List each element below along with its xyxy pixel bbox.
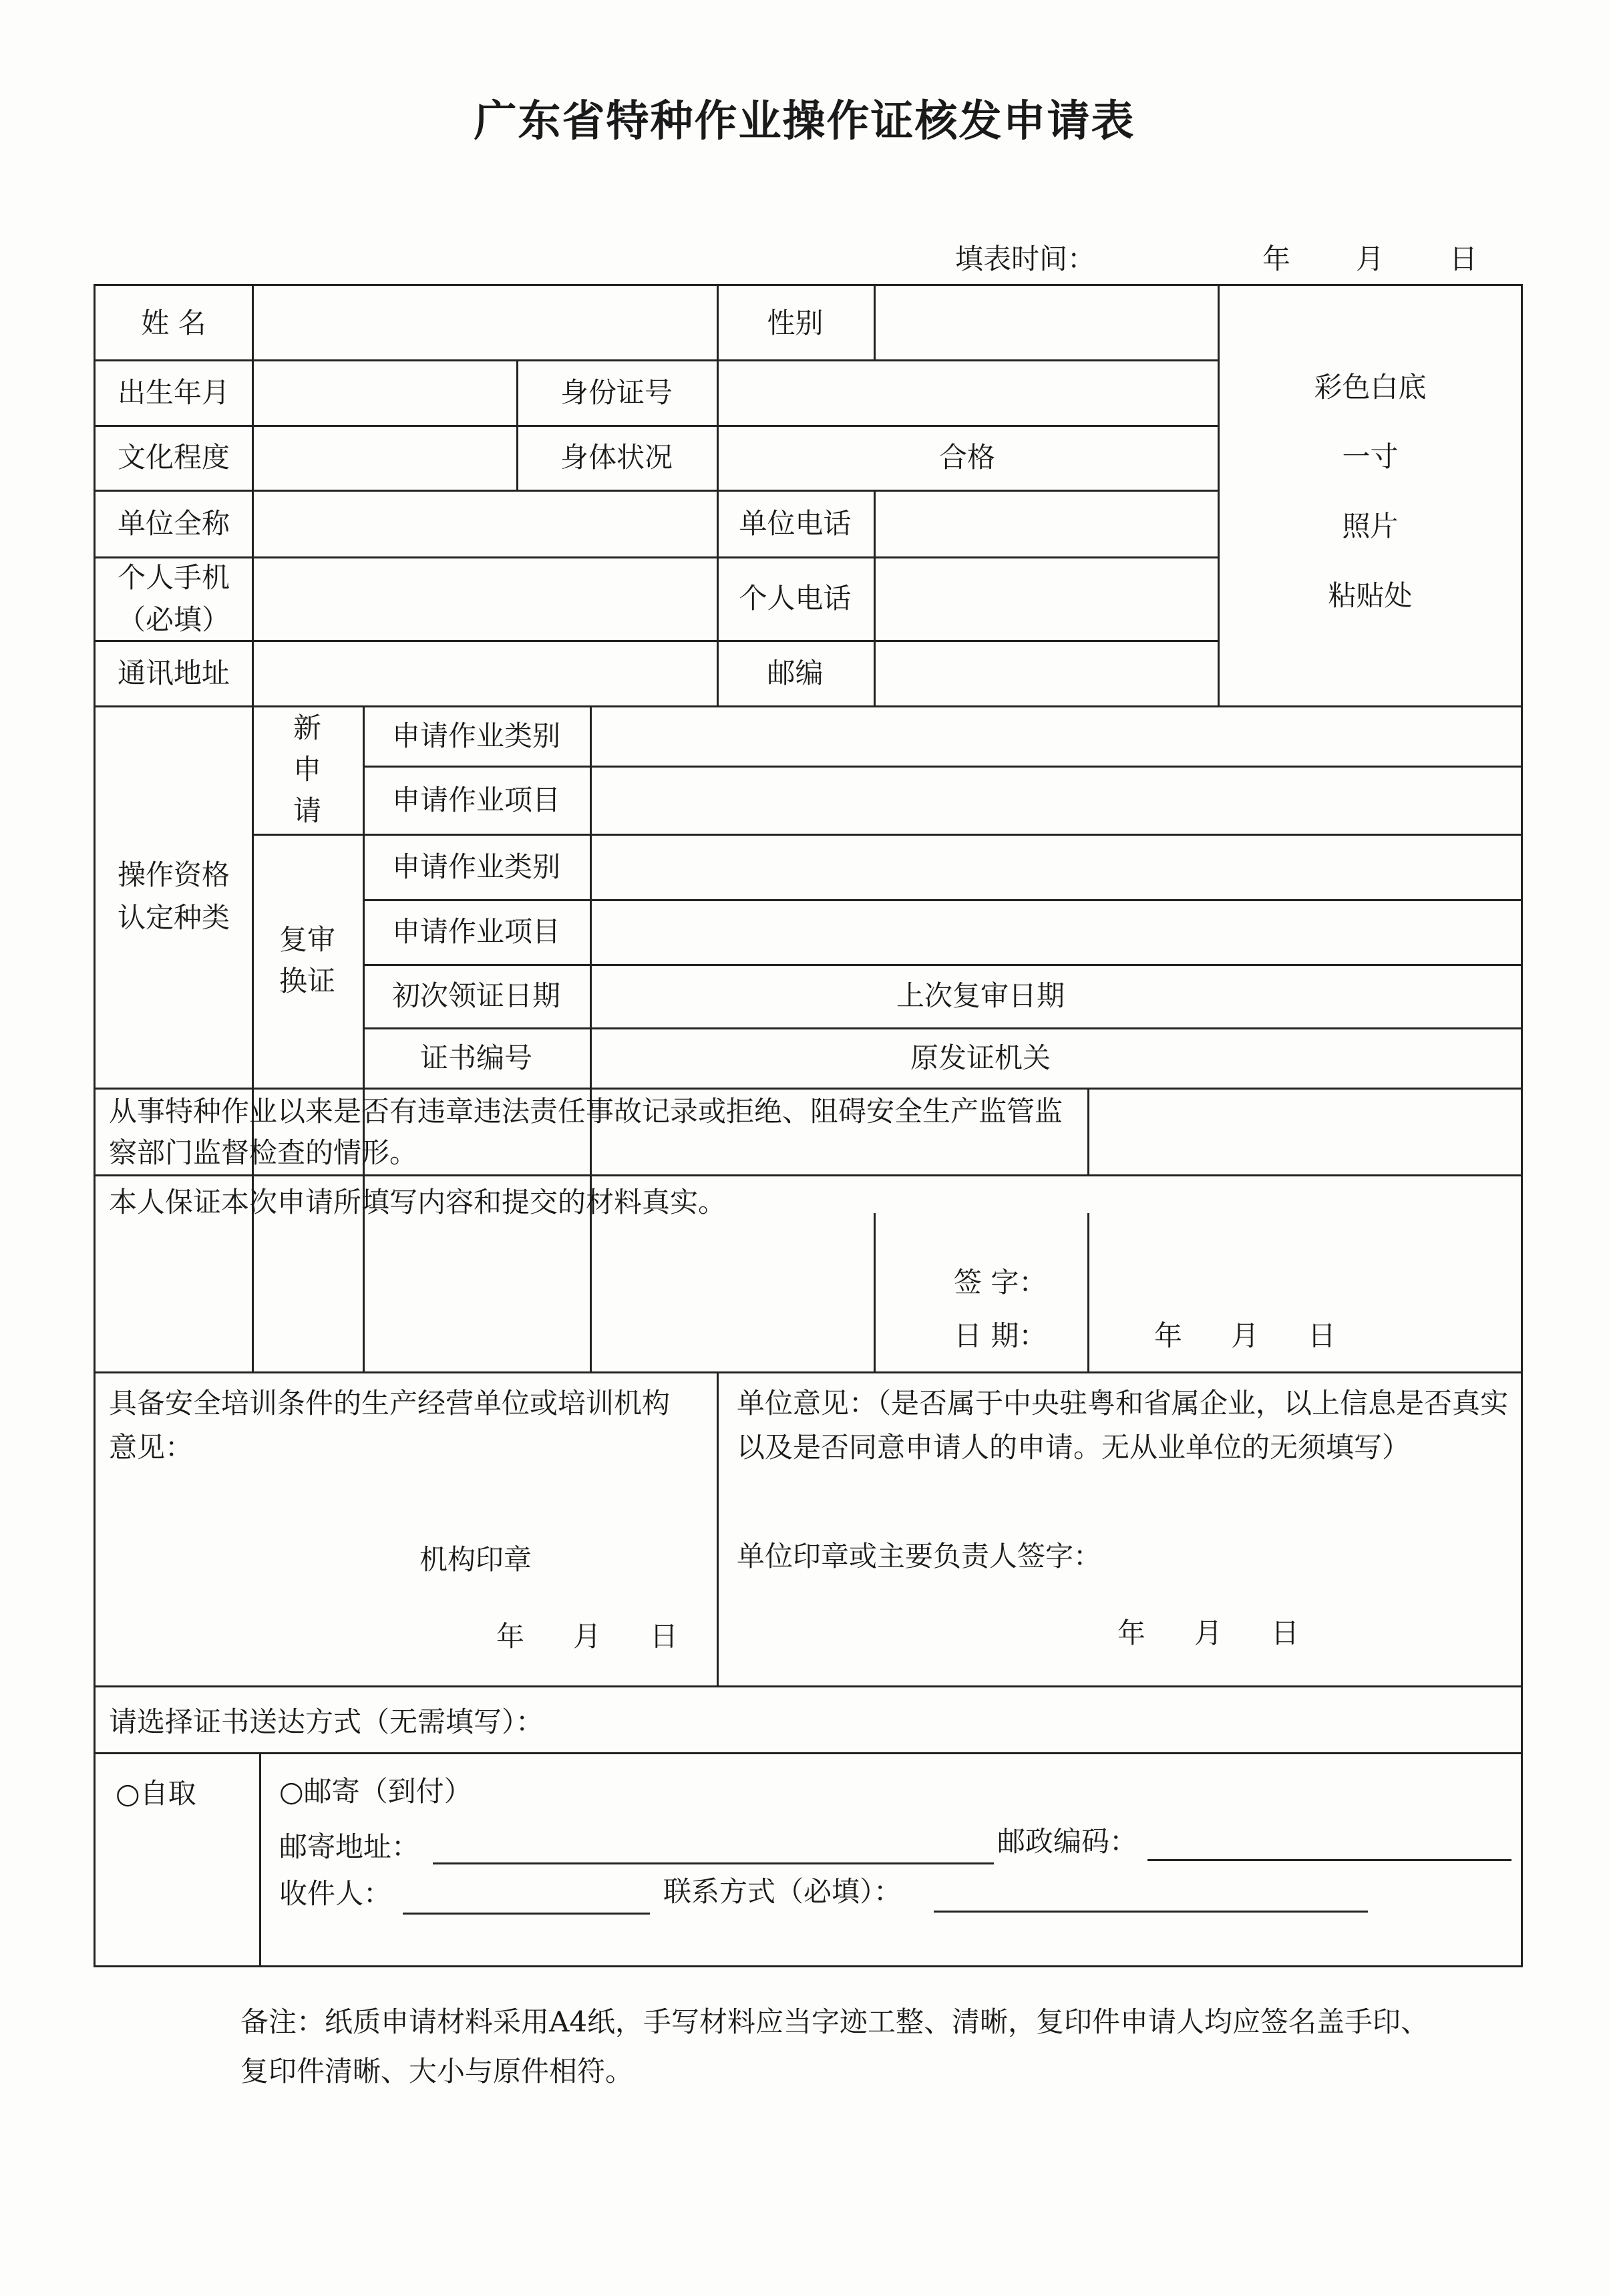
review-label: 复审换证 [279,923,335,997]
page-title: 广东省特种作业操作证核发申请表 [474,97,1135,146]
unit-day: 日 [1271,1617,1300,1649]
last-review-label: 上次复审日期 [896,979,1065,1012]
mail-address-label: 邮寄地址： [279,1830,420,1863]
mobile-required-note: （必填） [117,603,230,636]
id-number-label: 身份证号 [560,375,673,409]
qualification-label: 操作资格认定种类 [117,858,230,934]
training-opinion: 具备安全培训条件的生产经营单位或培训机构意见： [109,1387,671,1464]
mobile-label-text: 个人手机 [117,560,230,594]
gender-label: 性别 [767,306,824,339]
pledge-sign-label: 签 字： [954,1266,1047,1299]
postal-code-line[interactable] [1147,1859,1511,1861]
fill-time-month: 月 [1356,242,1385,275]
new-category-label: 申请作业类别 [391,719,560,752]
new-apply-label: 新申请 [293,711,321,827]
health-label: 身体状况 [560,441,673,474]
cert-no-label: 证书编号 [419,1041,532,1074]
training-day: 日 [650,1620,679,1653]
fill-time-day: 日 [1449,242,1478,275]
recipient-label: 收件人： [279,1877,392,1910]
delivery-self-option[interactable]: ○自取 [116,1777,196,1810]
training-seal-label: 机构印章 [419,1543,532,1576]
remark-note: 备注：纸质申请材料采用A4纸，手写材料应当字迹工整、清晰，复印件申请人均应签名盖手印、复印件清晰、大小与原件相符。 [240,2005,1429,2088]
training-month: 月 [573,1620,602,1653]
photo-line-1: 彩色白底 [1314,371,1427,403]
contact-label: 联系方式（必填）： [663,1875,902,1908]
unit-month: 月 [1194,1617,1223,1649]
photo-placeholder [1218,353,1523,620]
photo-line-2: 一寸 [1342,440,1399,473]
recipient-line[interactable] [403,1913,650,1915]
review-item-label: 申请作业项目 [391,915,560,948]
birth-label: 出生年月 [117,375,230,409]
pledge-year: 年 [1154,1319,1183,1352]
issuer-label: 原发证机关 [910,1041,1051,1074]
postcode-label: 邮编 [767,656,824,689]
delivery-label: 请选择证书送达方式（无需填写）： [109,1705,544,1738]
mobile-label [96,556,252,640]
health-value: 合格 [938,441,995,474]
unit-seal-label: 单位印章或主要负责人签字： [737,1540,1102,1573]
training-year: 年 [496,1620,525,1653]
fill-time-label: 填表时间： [955,242,1096,275]
company-phone-label: 单位电话 [739,506,852,540]
delivery-mail-option[interactable]: ○邮寄（到付） [279,1775,472,1808]
pledge-month: 月 [1231,1319,1260,1352]
unit-year: 年 [1117,1617,1146,1649]
name-label: 姓 名 [141,306,206,339]
application-form [94,284,1523,1967]
pledge-day: 日 [1308,1319,1336,1352]
unit-opinion: 单位意见：（是否属于中央驻粤和省属企业，以上信息是否真实以及是否同意申请人的申请。无从业单位的无须填写） [737,1387,1509,1464]
company-label: 单位全称 [117,506,230,540]
new-item-label: 申请作业项目 [391,783,560,816]
first-date-label: 初次领证日期 [391,979,560,1012]
photo-line-4: 粘贴处 [1328,579,1413,612]
violation-question: 从事特种作业以来是否有违章违法责任事故记录或拒绝、阻碍安全生产监管监察部门监督检查的情形。 [109,1095,1063,1169]
postal-code-label: 邮政编码： [997,1825,1138,1858]
photo-line-3: 照片 [1342,510,1399,542]
review-category-label: 申请作业类别 [391,850,560,883]
pledge-date-label: 日 期： [954,1319,1047,1352]
education-label: 文化程度 [117,441,230,474]
fill-time-year: 年 [1262,242,1291,275]
contact-line[interactable] [934,1911,1368,1913]
personal-phone-label: 个人电话 [739,582,852,615]
pledge-text: 本人保证本次申请所填写内容和提交的材料真实。 [109,1186,727,1218]
mail-address-line[interactable] [433,1862,994,1864]
address-label: 通讯地址 [117,656,230,689]
